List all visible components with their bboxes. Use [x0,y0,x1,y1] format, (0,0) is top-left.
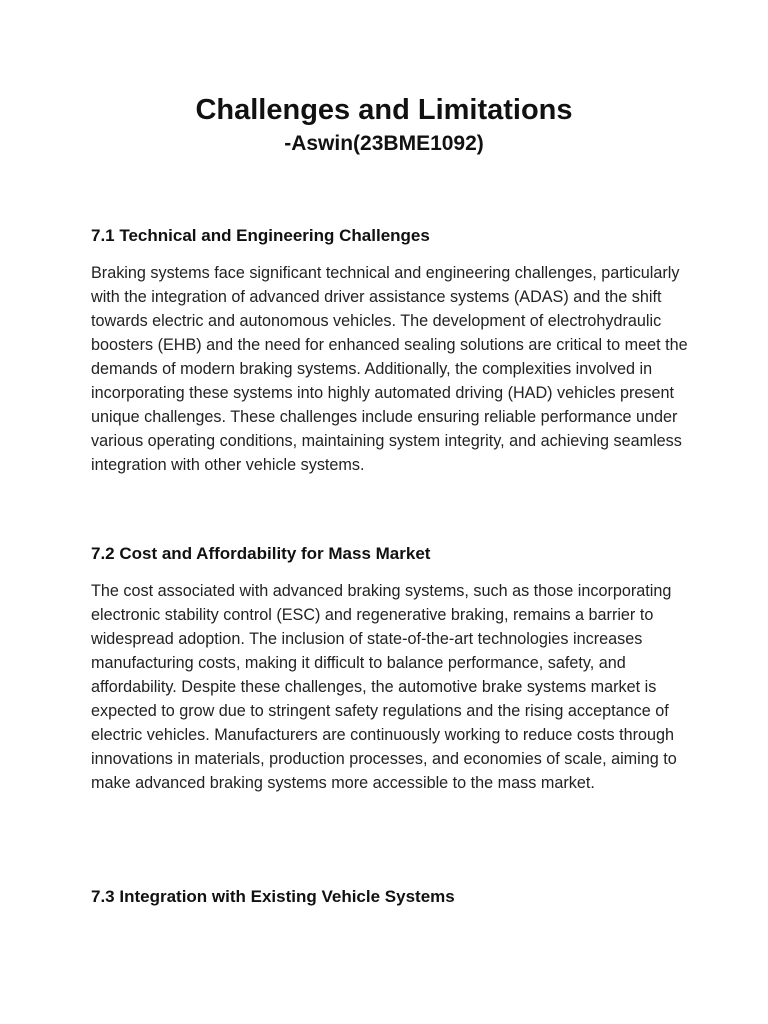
section-integration [91,886,691,908]
section-heading: 7.3 Integration with Existing Vehicle Systems [91,887,455,906]
page-title: Challenges and Limitations [195,94,573,126]
section-cost-affordability [91,543,691,795]
section-heading: 7.1 Technical and Engineering Challenges [91,226,430,245]
section-technical-challenges [91,225,691,477]
section-heading: 7.2 Cost and Affordability for Mass Market [91,544,431,563]
author-line: -Aswin(23BME1092) [284,132,484,155]
section-paragraph: The cost associated with advanced braking systems, such as those incorporating electronic stability control (ESC) and regenerative braking, remains a barrier to widespread adoption. The inclusion of state-of-the-art technologies increases manufacturing costs, making it difficult to balance performance, safety, and affordability. Despite these challenges, the automotive brake systems market is expected to grow due to stringent safety regulations and the rising acceptance of electric vehicles. Manufacturers are continuously working to reduce costs through innovations in materials, production processes, and economies of scale, aiming to make advanced braking systems more accessible to the mass market. [91,582,677,792]
section-paragraph: Braking systems face significant technical and engineering challenges, particularly with the integration of advanced driver assistance systems (ADAS) and the shift towards electric and autonomous vehicles. The development of electrohydraulic boosters (EHB) and the need for enhanced sealing solutions are critical to meet the demands of modern braking systems. Additionally, the complexities involved in incorporating these systems into highly automated driving (HAD) vehicles present unique challenges. These challenges include ensuring reliable performance under various operating conditions, maintaining system integrity, and achieving seamless integration with other vehicle systems. [91,264,688,474]
